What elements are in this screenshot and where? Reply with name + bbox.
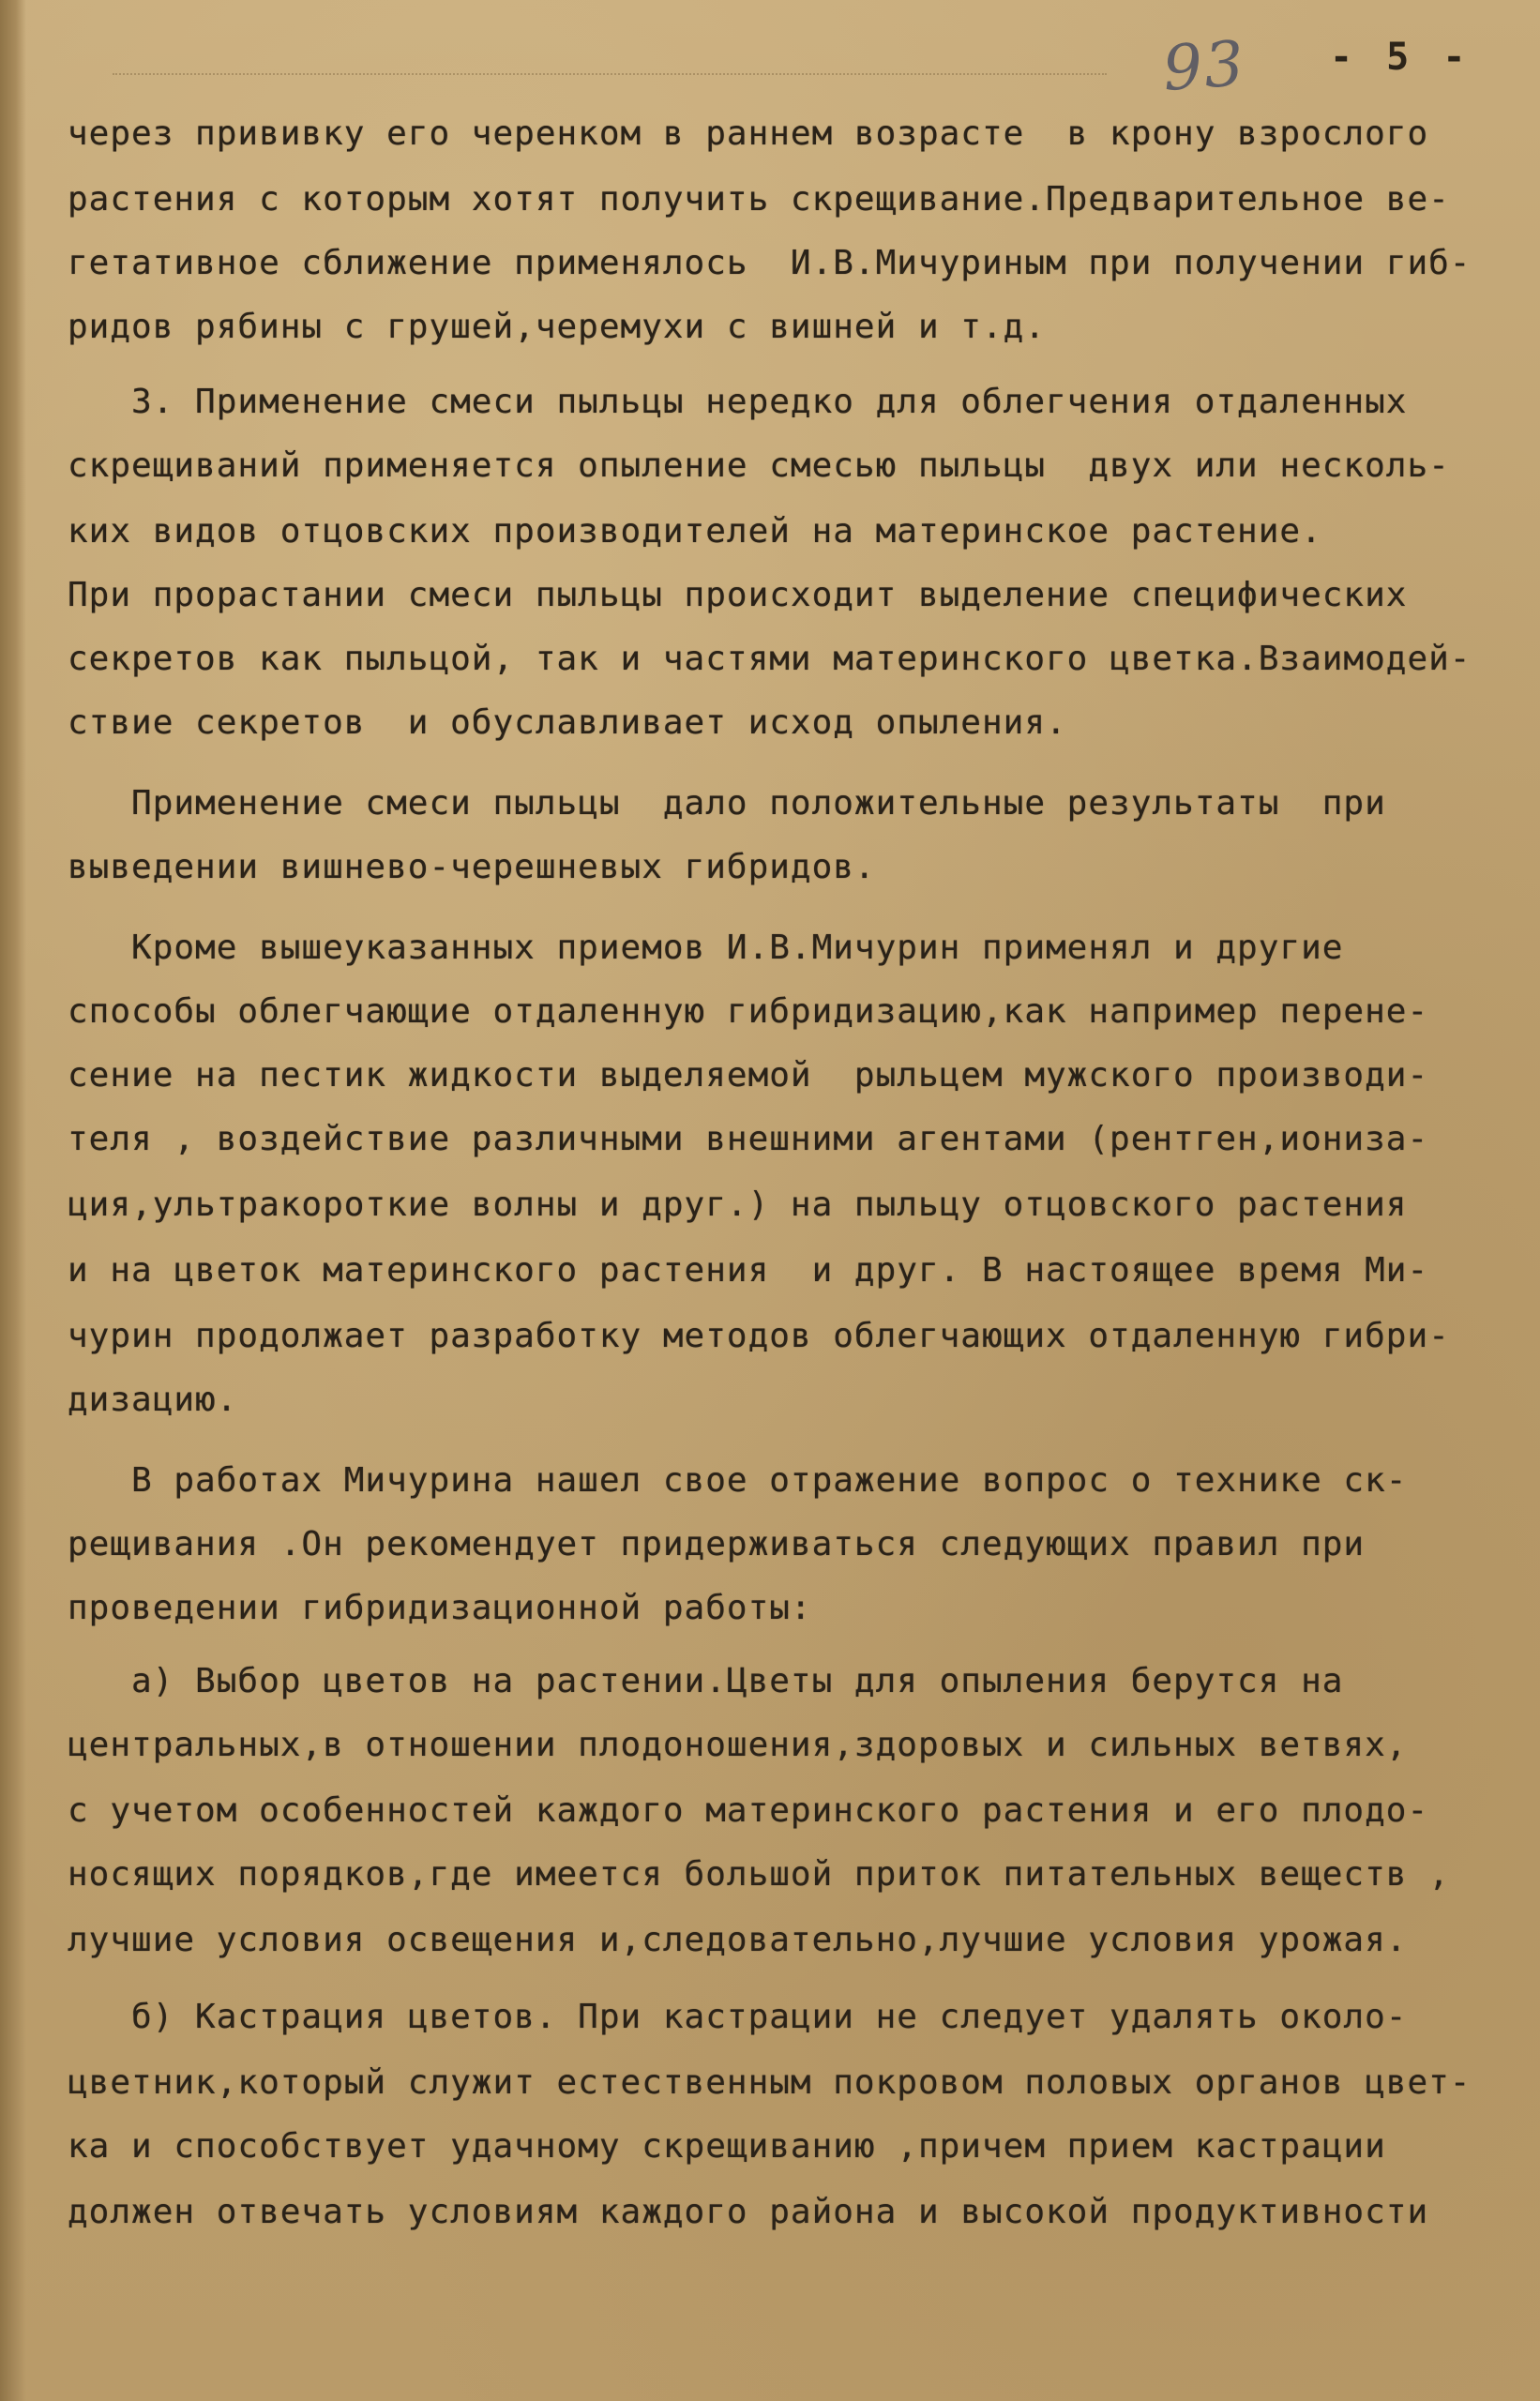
text-line: и на цветок материнского растения и друг. В настоящее время Ми-: [68, 1251, 1429, 1290]
text-line: чурин продолжает разработку методов облегчающих отдаленную гибри-: [68, 1317, 1450, 1355]
text-line: гетативное сближение применялось И.В.Мичуриным при получении гиб-: [68, 244, 1472, 282]
text-line: Применение смеси пыльцы дало положительные результаты при: [68, 784, 1386, 823]
text-line: проведении гибридизационной работы:: [68, 1589, 812, 1627]
text-line: способы облегчающие отдаленную гибридизацию,как например перене-: [68, 992, 1429, 1031]
text-line: ствие секретов и обуславливает исход опыления.: [68, 703, 1067, 742]
text-line: цветник,который служит естественным покровом половых органов цвет-: [68, 2063, 1472, 2102]
text-line: а) Выбор цветов на растении.Цветы для опыления берутся на: [68, 1662, 1344, 1700]
text-line: В работах Мичурина нашел свое отражение вопрос о технике ск-: [68, 1461, 1408, 1500]
text-line: выведении вишнево-черешневых гибридов.: [68, 848, 876, 886]
text-line: с учетом особенностей каждого материнского растения и его плодо-: [68, 1791, 1429, 1830]
page-binding-edge: [0, 0, 26, 2401]
text-line: должен отвечать условиям каждого района и высокой продуктивности: [68, 2193, 1429, 2231]
text-line: лучшие условия освещения и,следовательно,лучшие условия урожая.: [68, 1921, 1408, 1959]
text-line: Кроме вышеуказанных приемов И.В.Мичурин применял и другие: [68, 929, 1344, 967]
text-line: дизацию.: [68, 1381, 238, 1419]
top-ruled-line: [113, 73, 1107, 75]
text-line: ридов рябины с грушей,черемухи с вишней и т.д.: [68, 308, 1046, 346]
text-line: ка и способствует удачному скрещиванию ,причем прием кастрации: [68, 2127, 1386, 2166]
text-line: ких видов отцовских производителей на материнское растение.: [68, 512, 1322, 551]
text-line: б) Кастрация цветов. При кастрации не следует удалять около-: [68, 1998, 1408, 2036]
text-line: 3. Применение смеси пыльцы нередко для облегчения отдаленных: [68, 383, 1408, 421]
text-line: растения с которым хотят получить скрещивание.Предварительное ве-: [68, 180, 1450, 219]
text-line: через прививку его черенком в раннем возрасте в крону взрослого: [68, 114, 1429, 153]
text-line: секретов как пыльцой, так и частями материнского цветка.Взаимодей-: [68, 640, 1472, 678]
text-line: ция,ультракороткие волны и друг.) на пыльцу отцовского растения: [68, 1185, 1408, 1224]
text-line: центральных,в отношении плодоношения,здоровых и сильных ветвях,: [68, 1726, 1408, 1764]
text-line: рещивания .Он рекомендует придерживаться следующих правил при: [68, 1525, 1366, 1563]
text-line: При прорастании смеси пыльцы происходит выделение специфических: [68, 576, 1408, 614]
text-line: скрещиваний применяется опыление смесью пыльцы двух или несколь-: [68, 446, 1450, 485]
handwritten-folio-number: 93: [1160, 27, 1248, 105]
text-line: теля , воздействие различными внешними агентами (рентген,иониза-: [68, 1120, 1429, 1158]
page-number: - 5 -: [1330, 36, 1472, 79]
text-line: носящих порядков,где имеется большой приток питательных веществ ,: [68, 1855, 1450, 1894]
text-line: сение на пестик жидкости выделяемой рыльцем мужского производи-: [68, 1056, 1429, 1095]
